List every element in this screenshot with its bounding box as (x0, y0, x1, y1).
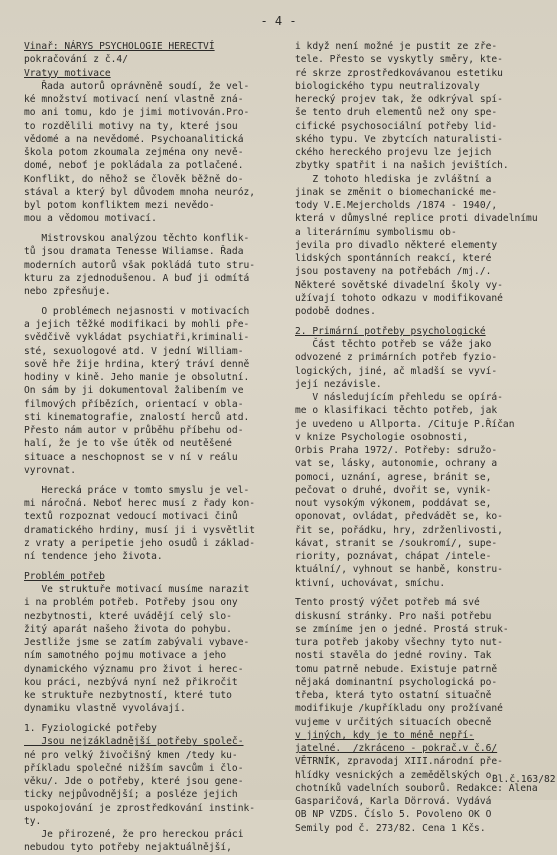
text-line: žitý aparát našeho života do pohybu. (24, 623, 232, 635)
text-line: modifikuje /kupříkladu ony prožívané (295, 703, 503, 715)
text-line: která v důmyslné replice proti divadelnímu (295, 213, 538, 225)
text-line: jatelné. /zkráceno - pokrač.v č.6/ (295, 743, 498, 755)
text-line: vyrovnat. (24, 464, 76, 476)
text-line: vědomé a na nevědomé. Psychoanalitická (24, 133, 244, 145)
text-line: Gasparičová, Karla Dörrová. Vydává (295, 796, 492, 808)
text-line: riority, poznávat, chápat /intele- (295, 551, 492, 563)
text-line: nebudou tyto potřeby nejaktuálnější, (24, 842, 232, 854)
text-line: domé, neboť je pokládala za potlačené. (24, 160, 244, 172)
text-line: jsou postaveny na potřebách /mj./. (295, 266, 492, 278)
text-line: tele. Přesto se vyskytly směry, kte- (295, 54, 503, 66)
text-line: mou a vědomou motivací. (24, 213, 157, 225)
text-line (24, 477, 286, 484)
text-line: odvozené z primárních potřeb fyzio- (295, 352, 498, 364)
text-line: Část těchto potřeb se váže jako (295, 339, 492, 351)
text-line: Orbis Praha 1972/. Potřeby: sdružo- (295, 445, 498, 457)
text-line: ke struktuře nezbytností, které tuto (24, 690, 232, 702)
text-line: ní tendence jeho života. (24, 551, 163, 563)
text-line: z vraty a peripetie jeho osudů i základ- (24, 537, 256, 549)
text-line: Řada autorů oprávněně soudí, že vel- (24, 80, 250, 92)
text-line: hodiny v kině. Jeho manie je obsolutní. (24, 372, 250, 384)
text-line: uspokojování je zprostředkování instink- (24, 802, 256, 814)
text-line: Konflikt, do něhož se člověk běžně do- (24, 173, 244, 185)
left-text-column (24, 40, 286, 855)
text-line: Vratyy motivace (24, 67, 111, 79)
text-line: Mistrovskou analýzou těchto konflik- (24, 233, 250, 245)
text-line: Je přirozené, že pro hereckou práci (24, 829, 244, 841)
text-line (24, 716, 286, 723)
text-line: lidských spontánních reakcí, které (295, 253, 492, 264)
text-line: situace a neschopnost se v ní v reálu (24, 451, 238, 463)
text-line: tura potřeb jakoby všechny tyto nut- (295, 637, 503, 649)
text-line: vujeme v určitých situacích obecně (295, 716, 492, 728)
text-line: 2. Primární potřeby psychologické (295, 325, 486, 337)
text-line: biologického typu neutralizovaly (295, 80, 480, 92)
text-line: hlídky vesnických a zemědělských o- (295, 769, 498, 781)
text-line: Jsou nejzákladnější potřeby společ- (24, 736, 244, 748)
text-line: její nezávisle. (295, 378, 382, 390)
text-line: V následujícím přehledu se opírá- (295, 392, 503, 404)
text-line: ckého hereckého projevu lze jejich (295, 147, 492, 158)
text-line: Problém potřeb (24, 570, 105, 582)
text-line (24, 563, 286, 570)
text-line: sté, sexuologové atd. V jední William- (24, 345, 244, 357)
text-line: ského typu. Ve zbytcích naturalisti- (295, 133, 503, 145)
text-line: vat se, lásky, autonomie, ochrany a (295, 458, 498, 470)
text-line: Semily pod č. 273/82. Cena 1 Kčs. (295, 822, 486, 834)
text-line: mi náročná. Neboť herec musí z řady kon- (24, 498, 256, 510)
text-line: mo ani tomu, kdo je jimi motivován.Pro- (24, 107, 250, 119)
text-line (24, 226, 286, 233)
text-line: Jestliže jsme se zatím zabývali vybave- (24, 637, 250, 649)
text-line: še tento druh elementů než ony spe- (295, 107, 498, 119)
text-line: dynamického významu pro život i herec- (24, 663, 244, 675)
text-line: VĚTRNÍK, zpravodaj XIII.národní pře- (295, 756, 503, 768)
text-line: tů jsou dramata Tenesse Wiliamse. Řada (24, 246, 244, 258)
text-line: ty. (24, 815, 42, 827)
text-line: se zmíníme jen o jedné. Prostá struk- (295, 623, 509, 635)
text-line: i na problém potřeb. Potřeby jsou ony (24, 597, 238, 609)
text-line: kávat, stranit se /soukromí/, supe- (295, 537, 498, 549)
text-line: sti kinematografie, znalostí herců atd. (24, 411, 250, 423)
text-line: oponovat, ovládat, předvádět se, ko- (295, 511, 503, 523)
text-line: ktivní, uchovávat, smíchu. (295, 577, 446, 589)
text-line: Z tohoto hlediska je zvláštní a (295, 173, 492, 185)
right-text-column (295, 40, 547, 835)
text-line: ticky nejpůvodnější; a posléze jejich (24, 789, 238, 801)
text-line: je uvedeno u Allporta. /Cituje P.Říčan (295, 418, 515, 430)
text-line: užívají tohoto odkazu v modifikované (295, 292, 503, 304)
text-line: pokračování z č.4/ (24, 54, 128, 66)
text-line: né pro velký živočišný kmen /tedy ku- (24, 749, 238, 761)
text-line (295, 318, 547, 325)
text-line: Tento prostý výčet potřeb má své (295, 597, 480, 609)
text-line: diskusní stránky. Pro naši potřebu (295, 610, 492, 622)
text-line: zbytky spatřit i na našich jevištích. (295, 160, 509, 172)
footer-code: Bl.č.163/82 (492, 774, 556, 785)
text-line: dramatického hrdiny, musí ji i vysvětlit (24, 524, 256, 536)
text-line: Herecká práce v tomto smyslu je vel- (24, 484, 250, 496)
text-line: byl potom konfliktem mezi nevědo- (24, 200, 215, 211)
text-line: logických, jiné, ač mladší se vyví- (295, 365, 498, 377)
text-line: cifické psychosociální potřeby lid- (295, 120, 498, 132)
text-line: Vinař: NÁRYS PSYCHOLOGIE HERECTVÍ (24, 41, 215, 52)
text-line: Některé sovětské divadelní školy vy- (295, 279, 503, 291)
text-line: a literárnímu symbolismu ob- (295, 226, 457, 238)
text-line: chotníků vadelních souborů. Redakce: Alena (295, 782, 538, 794)
text-line: pomoci, uznání, agrese, bránit se, (295, 471, 492, 483)
text-line: halí, že je to vše útěk od neutěšené (24, 438, 232, 450)
text-line: kturu za zjednodušenou. A buď ji odmítá (24, 272, 250, 284)
text-line: věku/. Jde o potřeby, které jsou gene- (24, 776, 244, 788)
page-number: - 4 - (260, 14, 297, 28)
text-line: ké množství motivací není vlastně zná- (24, 94, 244, 105)
text-line: pečovat o druhé, dvořit se, vynik- (295, 484, 492, 496)
text-line: a jejich těžké modifikaci by mohli pře- (24, 319, 250, 331)
text-line: me o klasifikaci těchto potřeb, jak (295, 405, 498, 417)
text-line: OB NP VZDS. Číslo 5. Povoleno OK O (295, 809, 492, 821)
text-line: třeba, která tyto ostatní situačně (295, 690, 492, 702)
text-line: tomu patrně nebude. Existuje patrně (295, 663, 498, 675)
text-line: příkladu společné nižším savcům i člo- (24, 762, 244, 774)
text-line: O problémech nejasnosti v motivacích (24, 305, 250, 317)
text-line: nout vysokým výkonem, poddávat se, (295, 498, 492, 510)
text-line: stával a který byl důvodem mnoha neuróz, (24, 186, 256, 198)
text-line: dynamiku vlastně vyvolávají. (24, 703, 186, 715)
text-line: moderních autorů však pokládá tuto stru- (24, 259, 256, 271)
text-line: nezbytnosti, které uvádějí celý slo- (24, 610, 232, 622)
text-line: ré skrze zprostředkovávanou estetiku (295, 67, 503, 79)
text-line: v jiných, kdy je to méně nepří- (295, 729, 475, 741)
text-line: škola potom zkoumala zejména ony nevě- (24, 147, 244, 158)
text-line: nosti stavěla do jedné roviny. Tak (295, 650, 492, 662)
text-line: herecký projev tak, že odkrýval spí- (295, 94, 503, 105)
text-line: svědčivě vykládat psychiatři,kriminali- (24, 332, 250, 344)
text-line: i když není možné je pustit ze zře- (295, 41, 498, 52)
text-line: filmových příbězích, orientací v obla- (24, 398, 244, 410)
text-line: On sám by ji dokumentoval žalibením ve (24, 385, 244, 397)
text-line: jinak se změnit o biomechanické me- (295, 186, 498, 198)
text-line: Přesto nám autor v průběhu příbehu od- (24, 425, 244, 437)
text-line (24, 298, 286, 305)
text-line: tody V.E.Mejercholds /1874 - 1940/, (295, 200, 498, 211)
text-line: ktuální/, vyhnout se hanbě, konstru- (295, 564, 503, 576)
text-line: sově hře žije hrdina, který tráví denně (24, 358, 250, 370)
text-line: ním samotného pojmu motivace a jeho (24, 650, 227, 662)
text-line: podobě dodnes. (295, 306, 376, 317)
text-line: kou práci, nezbývá nyní než přikročit (24, 676, 238, 688)
text-line: řit se, pořádku, hry, zdrženlivosti, (295, 524, 503, 536)
text-line: textů rozpoznat vedoucí motivaci činů (24, 511, 238, 523)
text-line: v knize Psychologie osobnosti, (295, 431, 469, 443)
text-line: to rozdělili motivy na ty, které jsou (24, 120, 238, 132)
text-line: 1. Fyziologické potřeby (24, 723, 157, 735)
text-line (295, 590, 547, 597)
text-line: Ve struktuře motivací musíme narazit (24, 584, 250, 596)
text-line: nějaká dominantní psychologická po- (295, 676, 498, 688)
text-line: nebo zpřesňuje. (24, 286, 111, 298)
text-line: jevila pro divadlo některé elementy (295, 239, 498, 251)
